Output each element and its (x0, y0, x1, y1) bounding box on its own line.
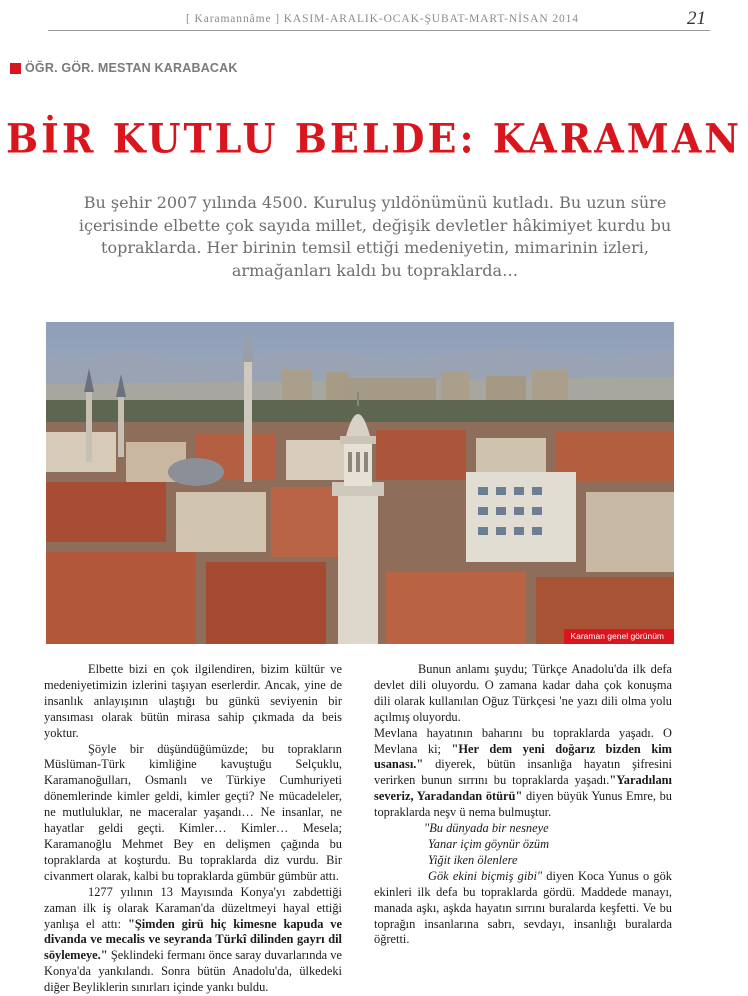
poem-line-1: "Bu dünyada bir nesneye (424, 821, 549, 836)
article-intro: Bu şehir 2007 yılında 4500. Kuruluş yıldönümünü kutladı. Bu uzun süre içerisinde elbette çok sayıda millet, değişik devletler hâkimiyet kurdu bu topraklarda. Her birinin temsil ettiği medeniyetin, mimarinin izleri, armağanları kaldı bu topraklarda… (78, 193, 672, 280)
left-p3-text-a: 1277 yılının 13 Mayısında Konya'yı zabdettiği zaman ilk iş olarak Karaman'da düzeltmeyi hayal ettiği yanlışa el attı: (44, 884, 342, 931)
poem-line-4: Gök ekini biçmiş gibi" (428, 868, 543, 883)
right-paragraph-3 (374, 869, 672, 949)
red-square-icon (10, 63, 21, 74)
author-byline (10, 58, 238, 78)
left-paragraph-3 (44, 885, 342, 996)
author-name: ÖĞR. GÖR. MESTAN KARABACAK (25, 61, 238, 75)
right-paragraph-2 (374, 726, 672, 821)
right-p2-yunus-quote: "Yaradılanı severiz, Yaradandan ötürü" (374, 773, 672, 804)
running-header (48, 8, 710, 34)
right-p2-text-a: Mevlana hayatının baharını bu topraklarda yaşadı. O Mevlana ki; (374, 725, 672, 756)
right-paragraph-1: Bunun anlamı şuydu; Türkçe Anadolu'da ilk defa devlet dili oluyordu. O zamana kadar daha çok konuşma dili olarak kullanılan Oğuz Türkçesi 'ne yazı dili olma yolu açılmış oluyordu. (374, 662, 672, 724)
left-p3-ferman-quote: "Şimden girü hiç kimesne kapuda ve divanda ve mecalis ve seyranda Türkî dilinden gayrı dil söylemeye." (44, 916, 342, 963)
article-title: BİR KUTLU BELDE: KARAMAN (5, 114, 743, 163)
poem-line-3: Yiğit iken ölenlere (428, 852, 518, 867)
left-column (44, 662, 342, 996)
right-p2-mevlana-quote: "Her dem yeni doğarız bizden kim usanası." (374, 741, 672, 772)
city-panorama-illustration (46, 322, 674, 644)
poem-line-2: Yanar içim göynür özüm (428, 836, 550, 851)
left-paragraph-1: Elbette bizi en çok ilgilendiren, bizim kültür ve medeniyetimizin izlerini taşıyan eserlerdir. Ancak, yine de insanlık anlayışının ulaştığı bu günkü seviyenin bir yansıması olarak bütün mirasa sahip çıkmada da beis yoktur. (44, 662, 342, 740)
running-head-text: [ Karamannâme ] KASIM-ARALIK-OCAK-ŞUBAT-MART-NİSAN 2014 (186, 13, 579, 25)
right-p2-text-c: diyen büyük Yunus Emre, bu topraklarda neşv ü nema bulmuştur. (374, 789, 672, 820)
header-rule (48, 30, 710, 31)
photo-caption: Karaman genel görünüm (564, 629, 674, 644)
right-p2-text-b: diyerek, bütün insanlığa hayatın şifresini verirken bunun sırrını bu topraklarda yaşadı. (374, 757, 672, 788)
left-paragraph-2: Şöyle bir düşündüğümüzde; bu toprakların Müslüman-Türk kimliğine kavuştuğu Selçuklu, Karamanoğulları, Osmanlı ve Türkiye Cumhuriyeti dönemlerinde kimler geldi, kimler geçti? Ne mücadeleler, ne mutluluklar, ne maceralar yaşandı… Ne insanlar, ne hayatlar geldi geçti. Kimler… Kimler… Mesela; Karamanoğlu Mehmet Bey en delişmen çağında bu topraklarda at koşturdu. Bu topraklarda diz vurdu. Bir civanmert olarak, kalbi bu topraklarda gümbür gümbür attı. (44, 741, 342, 883)
city-photo (46, 322, 674, 644)
right-column (374, 662, 672, 948)
right-p3-text: diyen Koca Yunus o gök ekinleri ilk defa bu topraklarda gördü. Maddede manayı, manada aşkı, aşkda hayatın sırrını buralarda keşfetti. Ve bu toprağın insanlarına sabrı, sevdayı, insanlığı buralarda öğretti. (374, 868, 672, 947)
left-p3-text-b: Şeklindeki fermanı önce saray duvarlarında ve Konya'da yankılandı. Sonra bütün Anadolu'da, ülkedeki diğer Beyliklerin sınırları içinde yankı buldu. (44, 948, 342, 995)
yunus-emre-poem (374, 821, 672, 869)
page-number: 21 (687, 8, 706, 29)
